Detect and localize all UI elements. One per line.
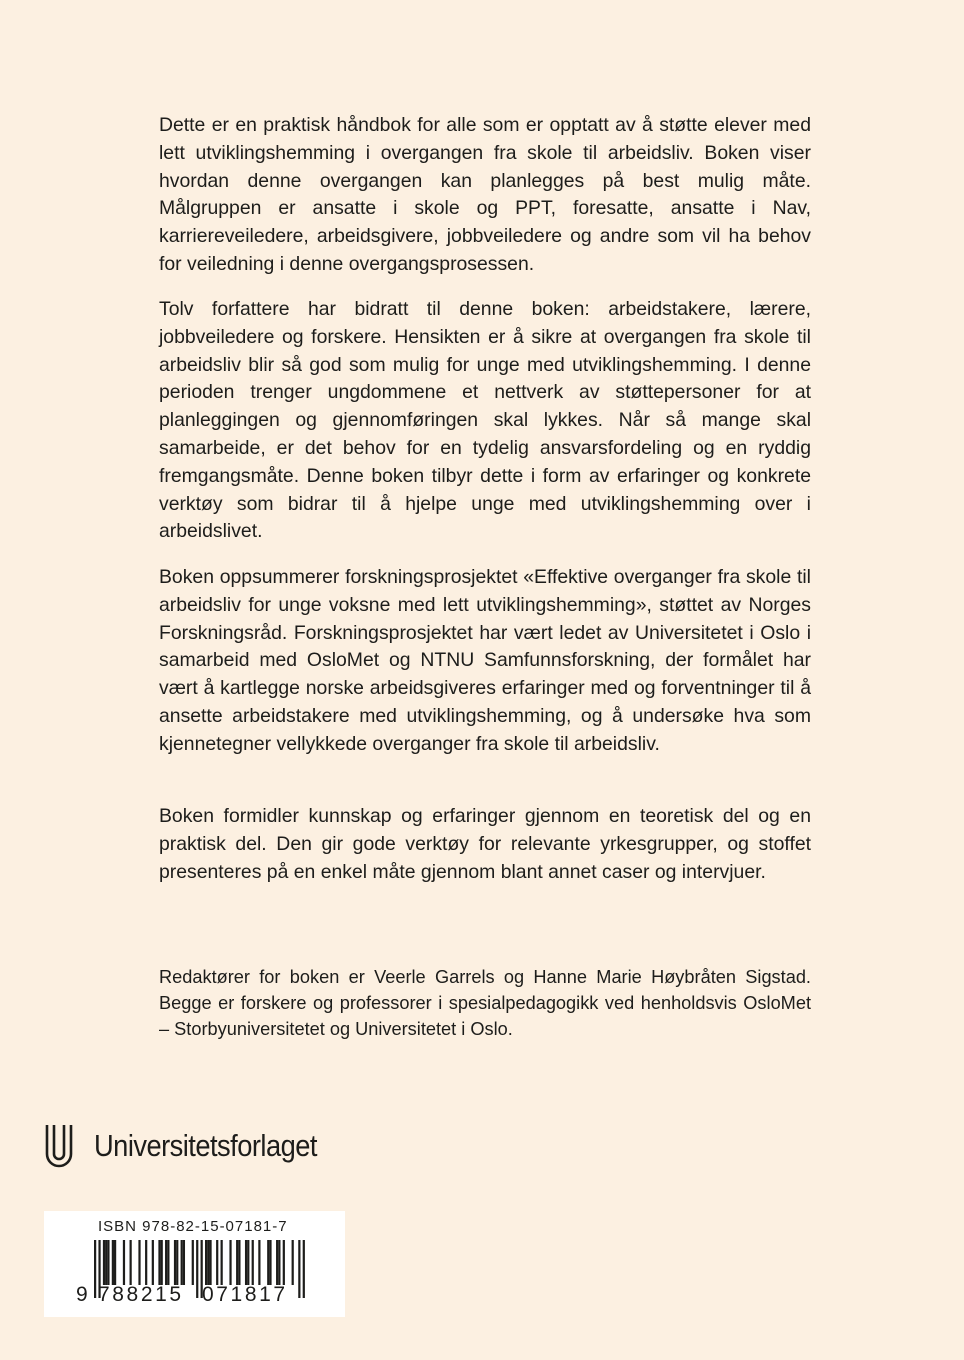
barcode-bar	[283, 1240, 285, 1285]
barcode-bar	[130, 1240, 132, 1285]
publisher-logo	[44, 1123, 347, 1169]
barcode-bar	[258, 1240, 260, 1285]
barcode-bar	[107, 1240, 109, 1285]
blurb-paragraph-2	[159, 296, 811, 546]
isbn-label: ISBN 978-82-15-07181-7	[98, 1218, 288, 1235]
barcode-bar	[276, 1240, 278, 1285]
barcode-bar	[207, 1240, 209, 1285]
barcode-bar	[152, 1240, 154, 1285]
barcode-bar	[209, 1240, 211, 1285]
barcode-bar	[216, 1240, 218, 1285]
barcode-left-digits: 788215	[98, 1283, 184, 1306]
barcode-bar	[138, 1240, 140, 1285]
barcode-bar	[221, 1240, 223, 1285]
blurb-paragraph-3	[159, 564, 811, 759]
barcode-bar	[161, 1240, 163, 1285]
barcode-bar	[145, 1240, 147, 1285]
barcode-bar	[236, 1240, 238, 1285]
barcode-bar	[247, 1240, 249, 1285]
barcode-bar	[123, 1240, 125, 1285]
barcode-bar	[174, 1240, 176, 1285]
barcode-bar	[229, 1240, 231, 1285]
barcode-bar	[245, 1240, 247, 1285]
blurb-paragraph-4	[159, 803, 811, 886]
blurb-text-2: Tolv forfattere har bidratt til denne boken: arbeidstakere, lærere, jobbveiledere og forskere. Hensikten er å sikre at overgangen fra skole til arbeidsliv blir så god som mulig for unge med utviklingshemming. I denne perioden trenger ungdommene et nettverk av støttepersoner for at planleggingen og gjennomføringen skal lykkes. Når så mange skal samarbeide, er det behov for en tydelig ansvarsfordeling og en ryddig fremgangsmåte. Denne boken tilbyr dette i form av erfaringer og konkrete verktøy som bidrar til å hjelpe unge med utviklingshemming over i arbeidslivet.	[159, 298, 811, 543]
barcode-bar	[176, 1240, 178, 1285]
barcode-bar	[252, 1240, 254, 1285]
editors-bio-text: Redaktører for boken er Veerle Garrels og Hanne Marie Høybråten Sigstad. Begge er forskere og professorer i spesialpedagogikk ved henholdsvis OsloMet – Storbyuniversitetet og Universitetet i Oslo.	[159, 967, 811, 1039]
publisher-name: Universitetsforlaget	[94, 1128, 317, 1163]
barcode-right-digits: 071817	[202, 1283, 288, 1306]
barcode-guard-bar	[298, 1240, 300, 1298]
u-monogram-icon	[44, 1123, 74, 1169]
barcode-bar	[269, 1240, 271, 1285]
barcode-bar	[192, 1240, 194, 1285]
barcode-bar	[114, 1240, 116, 1285]
blurb-text-3: Boken oppsummerer forskningsprosjektet «Effektive overganger fra skole til arbeidsliv for unge voksne med lett utviklingshemming», støttet av Norges Forskningsråd. Forskningsprosjektet har vært ledet av Universitetet i Oslo i samarbeid med OsloMet og NTNU Samfunnsforskning, der formålet har vært å kartlegge norske arbeidsgiveres erfaringer med og forventninger til å ansette arbeidstakere med utviklingshemming, og å undersøke hva som kjennetegner vellykkede overganger fra skole til arbeidsliv.	[159, 566, 811, 755]
barcode-bar	[183, 1240, 185, 1285]
blurb-text-1: Dette er en praktisk håndbok for alle som er opptatt av å støtte elever med lett utviklingshemming i overgangen fra skole til arbeidsliv. Boken viser hvordan denne overgangen kan planlegges på best mulig måte. Målgruppen er ansatte i skole og PPT, foresatte, ansatte i Nav, karriereveiledere, arbeidsgivere, jobbveiledere og andre som vil ha behov for veiledning i denne overgangsprosessen.	[159, 114, 811, 275]
barcode-bar	[267, 1240, 269, 1285]
barcode-bar	[278, 1240, 280, 1285]
barcode-bar	[112, 1240, 114, 1285]
barcode-guard-bar	[303, 1240, 305, 1298]
barcode-bar	[158, 1240, 160, 1285]
barcode-first-digit: 9	[76, 1283, 88, 1306]
barcode-guard-bar	[196, 1240, 198, 1298]
blurb-text-4: Boken formidler kunnskap og erfaringer gjennom en teoretisk del og en praktisk del. Den gir gode verktøy for relevante yrkesgrupper, og stoffet presenteres på en enkel måte gjennom blant annet caser og intervjuer.	[159, 805, 811, 883]
barcode-bar	[103, 1240, 105, 1285]
barcode-bar	[181, 1240, 183, 1285]
editors-bio	[159, 965, 811, 1042]
blurb-paragraph-1	[159, 112, 811, 279]
barcode-bar	[205, 1240, 207, 1285]
barcode-bars	[44, 1211, 345, 1317]
barcode-bar	[105, 1240, 107, 1285]
isbn-barcode	[44, 1211, 345, 1317]
barcode-bar	[167, 1240, 169, 1285]
barcode-bar	[238, 1240, 240, 1285]
barcode-guard-bar	[94, 1240, 96, 1298]
barcode-bar	[165, 1240, 167, 1285]
barcode-bar	[292, 1240, 294, 1285]
